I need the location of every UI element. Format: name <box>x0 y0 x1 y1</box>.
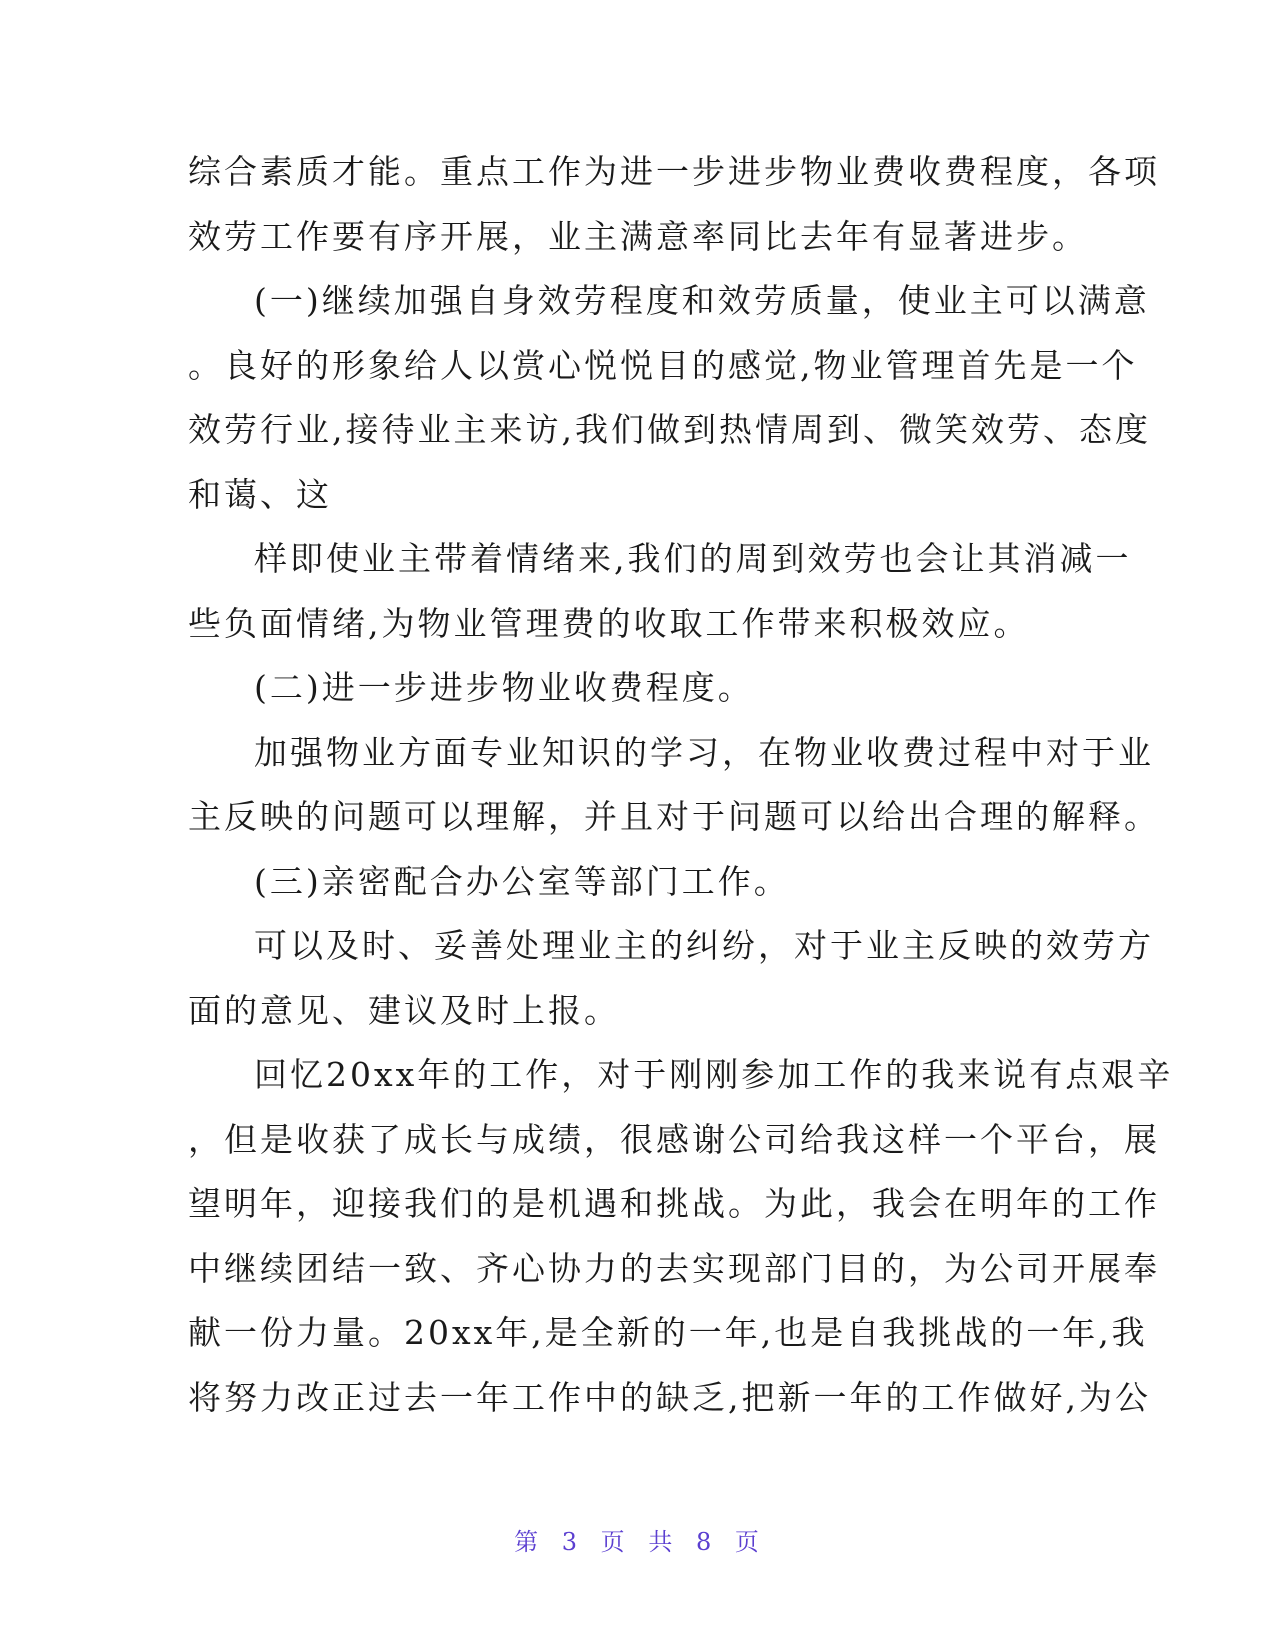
page-footer <box>0 1522 1275 1557</box>
text-line: 面的意见、建议及时上报。 <box>188 990 620 1030</box>
text-line: (二)进一步进步物业收费程度。 <box>254 668 754 707</box>
text-line: 献一份力量。20xx年,是全新的一年,也是自我挑战的一年,我 <box>188 1313 1148 1352</box>
text-line: 。良好的形象给人以赏心悦悦目的感觉,物业管理首先是一个 <box>188 345 1138 385</box>
text-line: 将努力改正过去一年工作中的缺乏,把新一年的工作做好,为公 <box>188 1377 1151 1417</box>
text-line: (三)亲密配合办公室等部门工作。 <box>254 861 790 901</box>
text-line: (一)继续加强自身效劳程度和效劳质量，使业主可以满意 <box>254 281 1150 320</box>
document-body <box>188 140 1174 1430</box>
text-line: 可以及时、妥善处理业主的纠纷，对于业主反映的效劳方 <box>254 926 1154 965</box>
text-line: 望明年，迎接我们的是机遇和挑战。为此，我会在明年的工作 <box>188 1184 1160 1223</box>
footer-page-unit: 页 <box>600 1528 627 1556</box>
footer-current-page: 3 <box>561 1528 580 1556</box>
text-line: 回忆20xx年的工作，对于刚刚参加工作的我来说有点艰辛 <box>254 1055 1174 1094</box>
text-line: 效劳工作要有序开展，业主满意率同比去年有显著进步。 <box>188 216 1088 256</box>
footer-total-label: 共 <box>648 1528 675 1556</box>
text-line: 中继续团结一致、齐心协力的去实现部门目的，为公司开展奉 <box>188 1248 1160 1288</box>
text-line: 主反映的问题可以理解，并且对于问题可以给出合理的解释。 <box>188 797 1160 836</box>
footer-page-label: 第 <box>514 1528 541 1556</box>
text-line: 综合素质才能。重点工作为进一步进步物业费收费程度，各项 <box>188 152 1160 191</box>
text-line: 些负面情绪,为物业管理费的收取工作带来积极效应。 <box>188 603 1030 643</box>
text-line: 效劳行业,接待业主来访,我们做到热情周到、微笑效劳、态度 <box>188 410 1151 449</box>
footer-total-pages: 8 <box>695 1528 714 1556</box>
text-line: 和蔼、这 <box>188 474 332 514</box>
text-line: 样即使业主带着情绪来,我们的周到效劳也会让其消减一 <box>254 539 1132 578</box>
text-line: 加强物业方面专业知识的学习，在物业收费过程中对于业 <box>254 732 1154 772</box>
footer-total-unit: 页 <box>734 1528 761 1556</box>
text-line: ，但是收获了成长与成绩，很感谢公司给我这样一个平台，展 <box>188 1119 1160 1159</box>
